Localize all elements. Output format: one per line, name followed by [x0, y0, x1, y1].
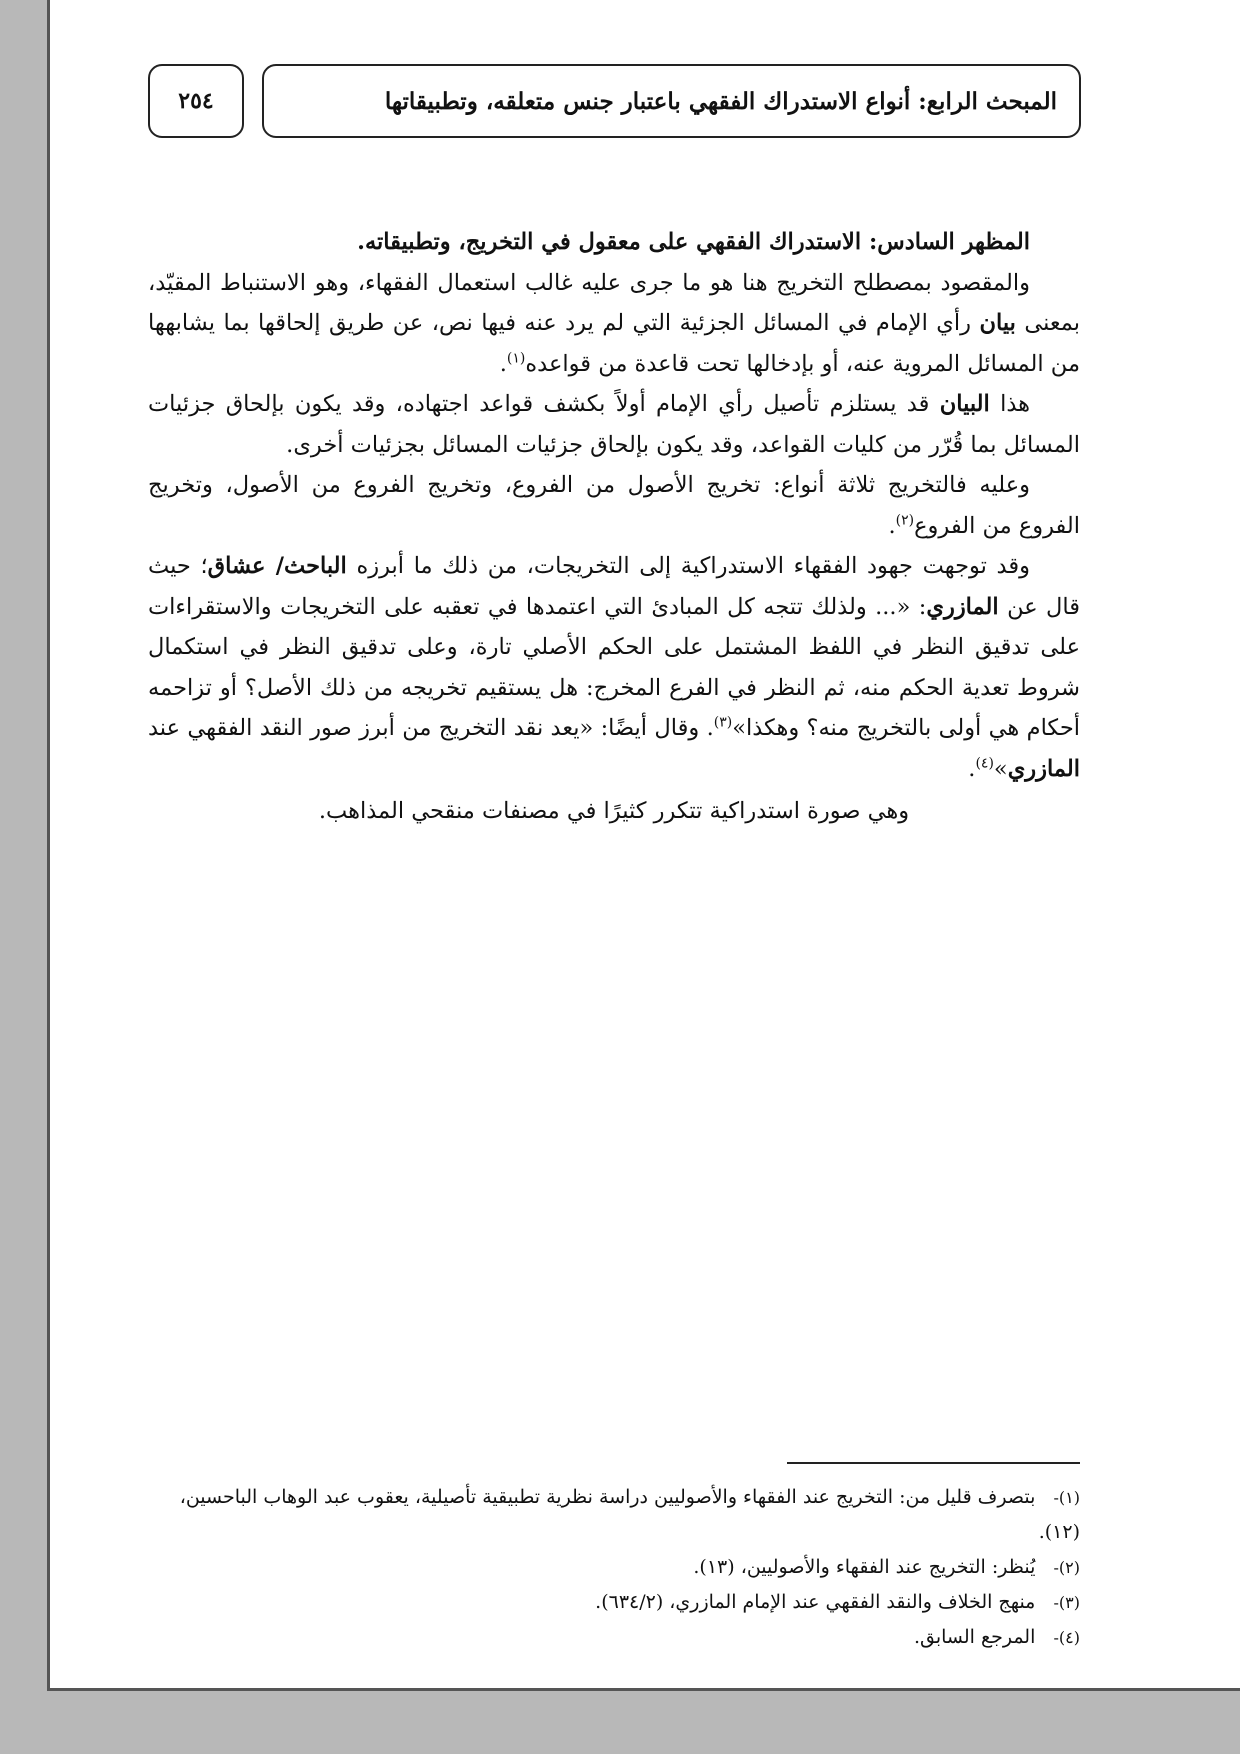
footnote-2-text: يُنظر: التخريج عند الفقهاء والأصوليين، (١٣).	[693, 1556, 1036, 1578]
p3-text-1: وعليه فالتخريج ثلاثة أنواع: تخريج الأصول من الفروع، وتخريج الفروع من الأصول، وتخريج الفروع من الفروع	[148, 472, 1080, 539]
p4-text-1: وقد توجهت جهود الفقهاء الاستدراكية إلى التخريجات، من ذلك ما أبرزه	[346, 553, 1030, 579]
footnote-3-text: منهج الخلاف والنقد الفقهي عند الإمام المازري، (٦٣٤/٢).	[595, 1591, 1036, 1613]
p4-text-2: ؛ حيث قال عن	[148, 553, 1080, 620]
p4-end: .	[968, 755, 976, 782]
footnote-1-number: (١)-	[1053, 1488, 1080, 1507]
p4-text-3: : «... ولذلك تتجه كل المبادئ التي اعتمدها في تعقبه على التخريجات والاستقراءات على تدقيق النظر في اللفظ المشتمل على الحكم الأصلي تارة، وعلى تدقيق النظر في استكمال شروط تعدية الحكم منه، ثم النظر في الفرع المخرج: هل يستقيم تخريجه من ذلك الأصل؟ أو تزاحمه أحكام هي أولى بالتخريج منه؟ وهكذا»	[148, 593, 1081, 741]
footnote-ref-3[interactable]: (٣)	[713, 714, 733, 731]
p2-bold-albayan: البيان	[939, 391, 990, 417]
footnote-1	[148, 1480, 1080, 1550]
p1-text-2: رأي الإمام في المسائل الجزئية التي لم يرد عنه فيها نص، عن طريق إلحاقها بما يشابهها من المسائل المروية عنه، أو بإدخالها تحت قاعدة من قواعده	[148, 310, 1080, 377]
footnote-3-number: (٣)-	[1053, 1593, 1080, 1612]
p2-text-1: هذا	[989, 391, 1030, 417]
footnote-1-text: بتصرف قليل من: التخريج عند الفقهاء والأصوليين دراسة نظرية تطبيقية تأصيلية، يعقوب عبد الوهاب الباحسين، (١٢).	[179, 1486, 1080, 1543]
main-text	[148, 222, 1080, 832]
footnote-4-number: (٤)-	[1053, 1628, 1080, 1647]
paragraph-1	[148, 263, 1080, 385]
paragraph-4	[148, 546, 1080, 789]
footnote-2	[148, 1550, 1080, 1585]
paragraph-2	[148, 384, 1080, 465]
p1-end: .	[499, 350, 507, 377]
p4-bold-mazari-2: المازري	[1007, 755, 1080, 782]
p4-bold-researcher: الباحث/ عشاق	[207, 553, 347, 579]
p4-text-5: »	[993, 755, 1008, 782]
document-page	[47, 0, 1240, 1691]
section-heading: المظهر السادس: الاستدراك الفقهي على معقول في التخريج، وتطبيقاته.	[357, 229, 1030, 255]
footnote-2-number: (٢)-	[1053, 1558, 1080, 1577]
p2-text-2: قد يستلزم تأصيل رأي الإمام أولاً بكشف قواعد اجتهاده، وقد يكون بإلحاق جزئيات المسائل بما قُرّر من كليات القواعد، وقد يكون بإلحاق جزئيات المسائل بجزئيات أخرى.	[148, 391, 1080, 458]
paragraph-5: وهي صورة استدراكية تتكرر كثيرًا في مصنفات منقحي المذاهب.	[318, 798, 910, 824]
footnote-ref-1[interactable]: (١)	[506, 350, 526, 366]
chapter-title: المبحث الرابع: أنواع الاستدراك الفقهي باعتبار جنس متعلقه، وتطبيقاتها	[384, 87, 1057, 115]
p1-bold-bayan: بيان	[979, 310, 1016, 336]
footnote-4	[148, 1620, 1080, 1655]
footnote-separator	[787, 1462, 1080, 1464]
page-number-box	[148, 64, 244, 138]
page-number: ٢٥٤	[178, 88, 214, 114]
p3-end: .	[888, 512, 896, 539]
paragraph-3	[148, 465, 1080, 546]
footnote-ref-4[interactable]: (٤)	[975, 755, 994, 771]
p4-bold-mazari: المازري	[926, 593, 999, 620]
footnotes	[148, 1480, 1080, 1655]
footnote-3	[148, 1585, 1080, 1620]
chapter-title-box	[262, 64, 1081, 138]
footnote-ref-2[interactable]: (٢)	[895, 512, 915, 528]
p4-text-4: . وقال أيضًا: «يعد نقد التخريج من أبرز صور النقد الفقهي عند	[148, 715, 714, 741]
p1-text-1: والمقصود بمصطلح التخريج هنا هو ما جرى عليه غالب استعمال الفقهاء، وهو الاستنباط المقيّد، بمعنى	[148, 269, 1080, 336]
footnote-4-text: المرجع السابق.	[913, 1626, 1036, 1648]
